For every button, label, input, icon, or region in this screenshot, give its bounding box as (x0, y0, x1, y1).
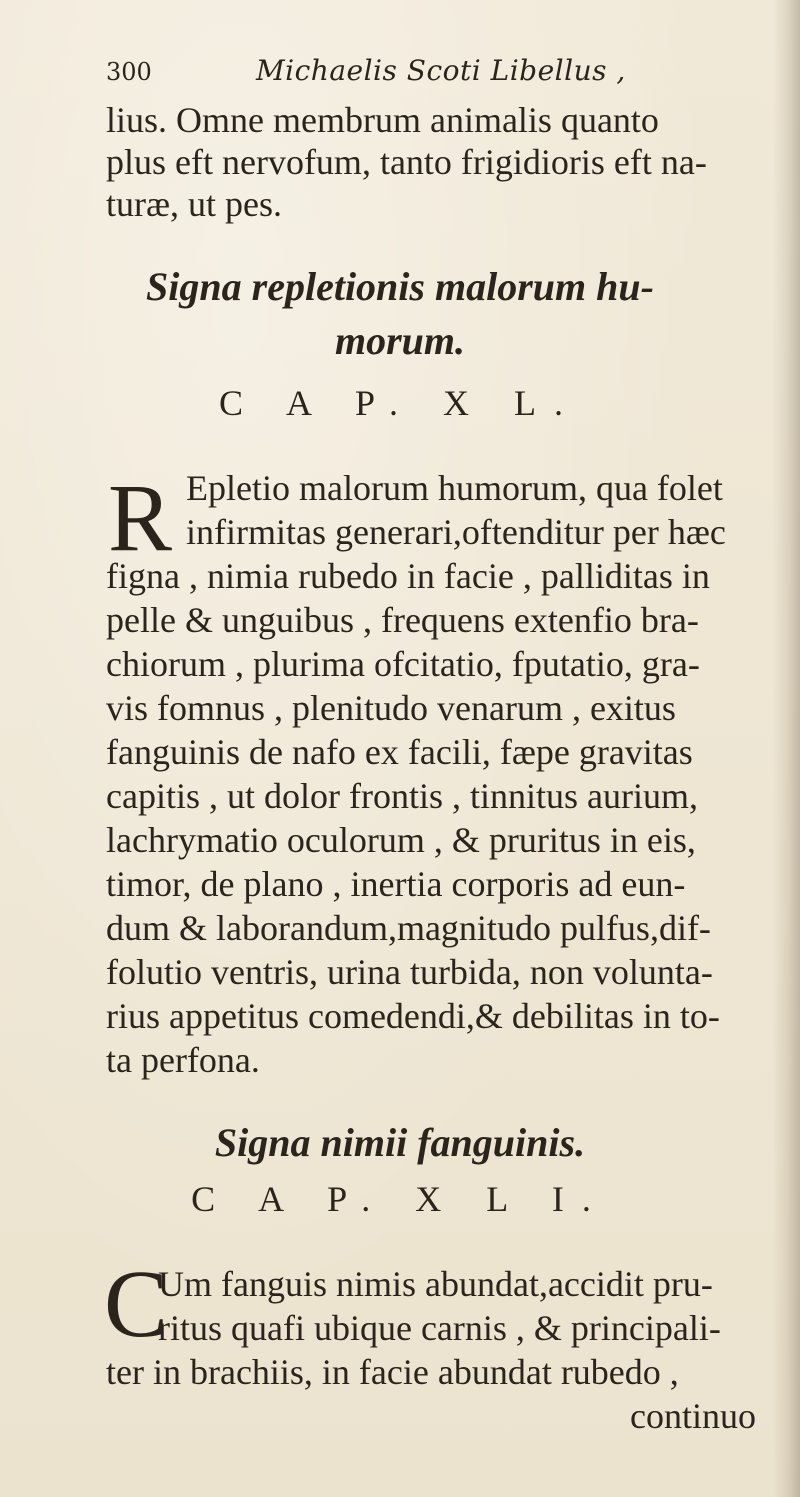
paragraph-line: folutio ventris, urina turbida, non volunta- (106, 952, 713, 992)
paragraph-line: lachrymatio oculorum , & pruritus in eis, (106, 820, 696, 860)
paragraph-line: rius appetitus comedendi,& debilitas in to- (106, 996, 720, 1036)
paragraph-line: fanguinis de nafo ex facili, fæpe gravitas (106, 732, 693, 772)
chapter-label: C A P. X L. (218, 383, 582, 423)
continuation-line: turæ, ut pes. (106, 184, 282, 224)
drop-capital: C (104, 1250, 169, 1357)
paragraph-line: ta perfona. (106, 1040, 260, 1080)
paragraph-line: infirmitas generari,oftenditur per hæc (186, 512, 726, 552)
continuation-line: lius. Omne membrum animalis quanto (106, 100, 659, 140)
chapter-label: C A P. X L I. (191, 1179, 609, 1219)
paragraph-line: timor, de plano , inertia corporis ad eun- (106, 864, 686, 904)
page-gutter-shadow (772, 0, 800, 1497)
paragraph-line: Um fanguis nimis abundat,accidit pru- (158, 1264, 713, 1304)
section-heading: morum. (334, 318, 466, 363)
paragraph-line: Epletio malorum humorum, qua folet (186, 468, 723, 508)
running-title: Michaelis Scoti Libellus , (256, 54, 626, 87)
paragraph-line: figna , nimia rubedo in facie , palliditas in (106, 556, 710, 596)
continuation-line: plus eft nervofum, tanto frigidioris eft na- (106, 142, 707, 182)
paragraph-line: ritus quafi ubique carnis , & principali- (158, 1308, 721, 1348)
catchword: continuo (630, 1396, 756, 1436)
section-heading: Signa repletionis malorum hu- (146, 264, 654, 309)
paragraph-line: dum & laborandum,magnitudo pulfus,dif- (106, 908, 711, 948)
paragraph-line: vis fomnus , plenitudo venarum , exitus (106, 688, 676, 728)
page-header (106, 48, 696, 92)
section-heading: Signa nimii fanguinis. (214, 1120, 586, 1165)
paragraph-line: capitis , ut dolor frontis , tinnitus aurium, (106, 776, 698, 816)
drop-capital: R (108, 464, 173, 571)
paragraph-line: ter in brachiis, in facie abundat rubedo , (106, 1352, 679, 1392)
page-number: 300 (106, 58, 152, 86)
paragraph-line: chiorum , plurima ofcitatio, fputatio, gra- (106, 644, 700, 684)
paragraph-line: pelle & unguibus , frequens extenfio bra- (106, 600, 699, 640)
